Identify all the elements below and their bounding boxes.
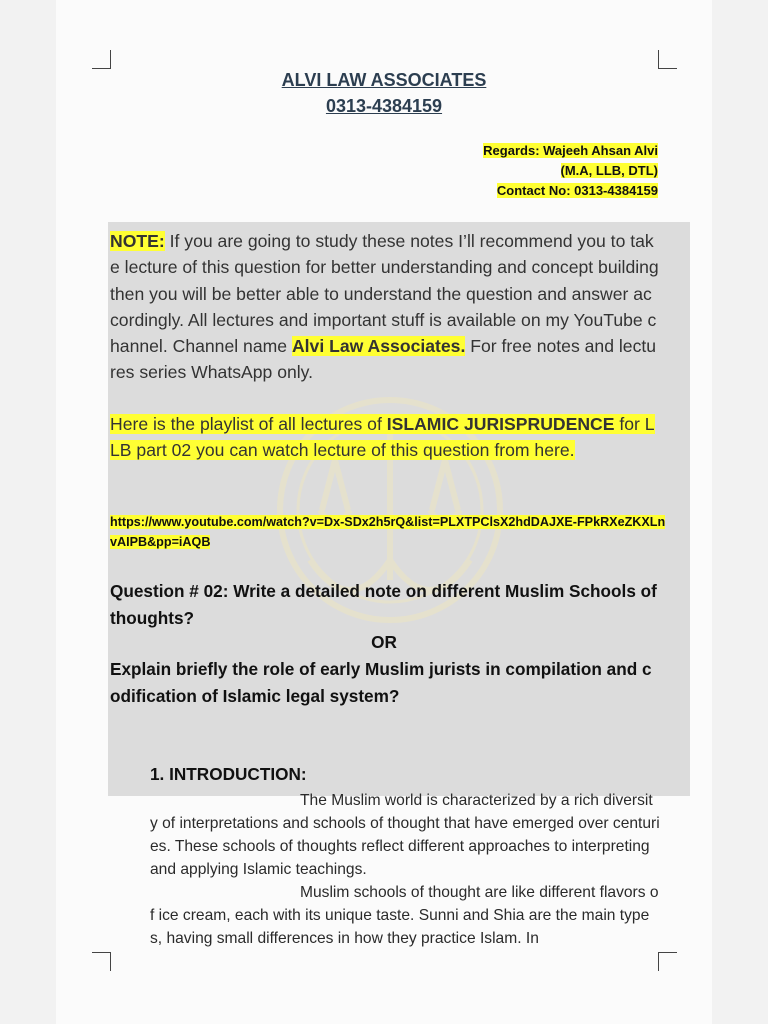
intro-paragraph-2: Muslim schools of thought are like different flavors of ice cream, each with its unique taste. Sunni and Shia are the main types, having small differences in how they practice Islam. In [150, 884, 659, 947]
crop-mark-top-right [658, 50, 677, 69]
regards-name: Regards: Wajeeh Ahsan Alvi [483, 143, 658, 158]
question-or: OR [371, 632, 397, 652]
firm-phone-heading: 0313-4384159 [325, 96, 443, 116]
youtube-link[interactable]: https://www.youtube.com/watch?v=Dx-SDx2h5rQ&list=PLXTPClsX2hdDAJXE-FPkRXeZKXLnvAIPB&pp=iAQB [110, 515, 666, 549]
intro-paragraph-1: The Muslim world is characterized by a rich diversity of interpretations and schools of thought that have emerged over centuries. These schools of thoughts reflect different approaches to interpreting and applying Islamic teachings. [150, 792, 660, 878]
subject-name: ISLAMIC JURISPRUDENCE [386, 414, 615, 434]
note-label: NOTE: [110, 231, 165, 251]
question-main: Question # 02: Write a detailed note on different Muslim Schools of thoughts? [110, 581, 657, 628]
crop-mark-bottom-left [92, 952, 111, 971]
crop-mark-bottom-right [658, 952, 677, 971]
note-paragraph: NOTE: If you are going to study these notes I’ll recommend you to take lecture of this question for better understanding and concept building then you will be better able to understand the question and answer accordingly. All lectures and important stuff is available on my YouTube channel. Channel name Alvi Law Associates. For free notes and lectures series WhatsApp only. [110, 231, 659, 383]
playlist-paragraph: Here is the playlist of all lectures of ISLAMIC JURISPRUDENCE for LLB part 02 you can watch lecture of this question from here. [110, 414, 655, 461]
firm-name-heading: ALVI LAW ASSOCIATES [281, 70, 487, 90]
crop-mark-top-left [92, 50, 111, 69]
section-heading: 1. INTRODUCTION: [150, 764, 307, 784]
question-alternate: Explain briefly the role of early Muslim jurists in compilation and codification of Islamic legal system? [110, 659, 652, 706]
regards-qualifications: (M.A, LLB, DTL) [560, 163, 658, 178]
channel-name: Alvi Law Associates. [291, 336, 466, 357]
regards-contact: Contact No: 0313-4384159 [496, 183, 658, 198]
